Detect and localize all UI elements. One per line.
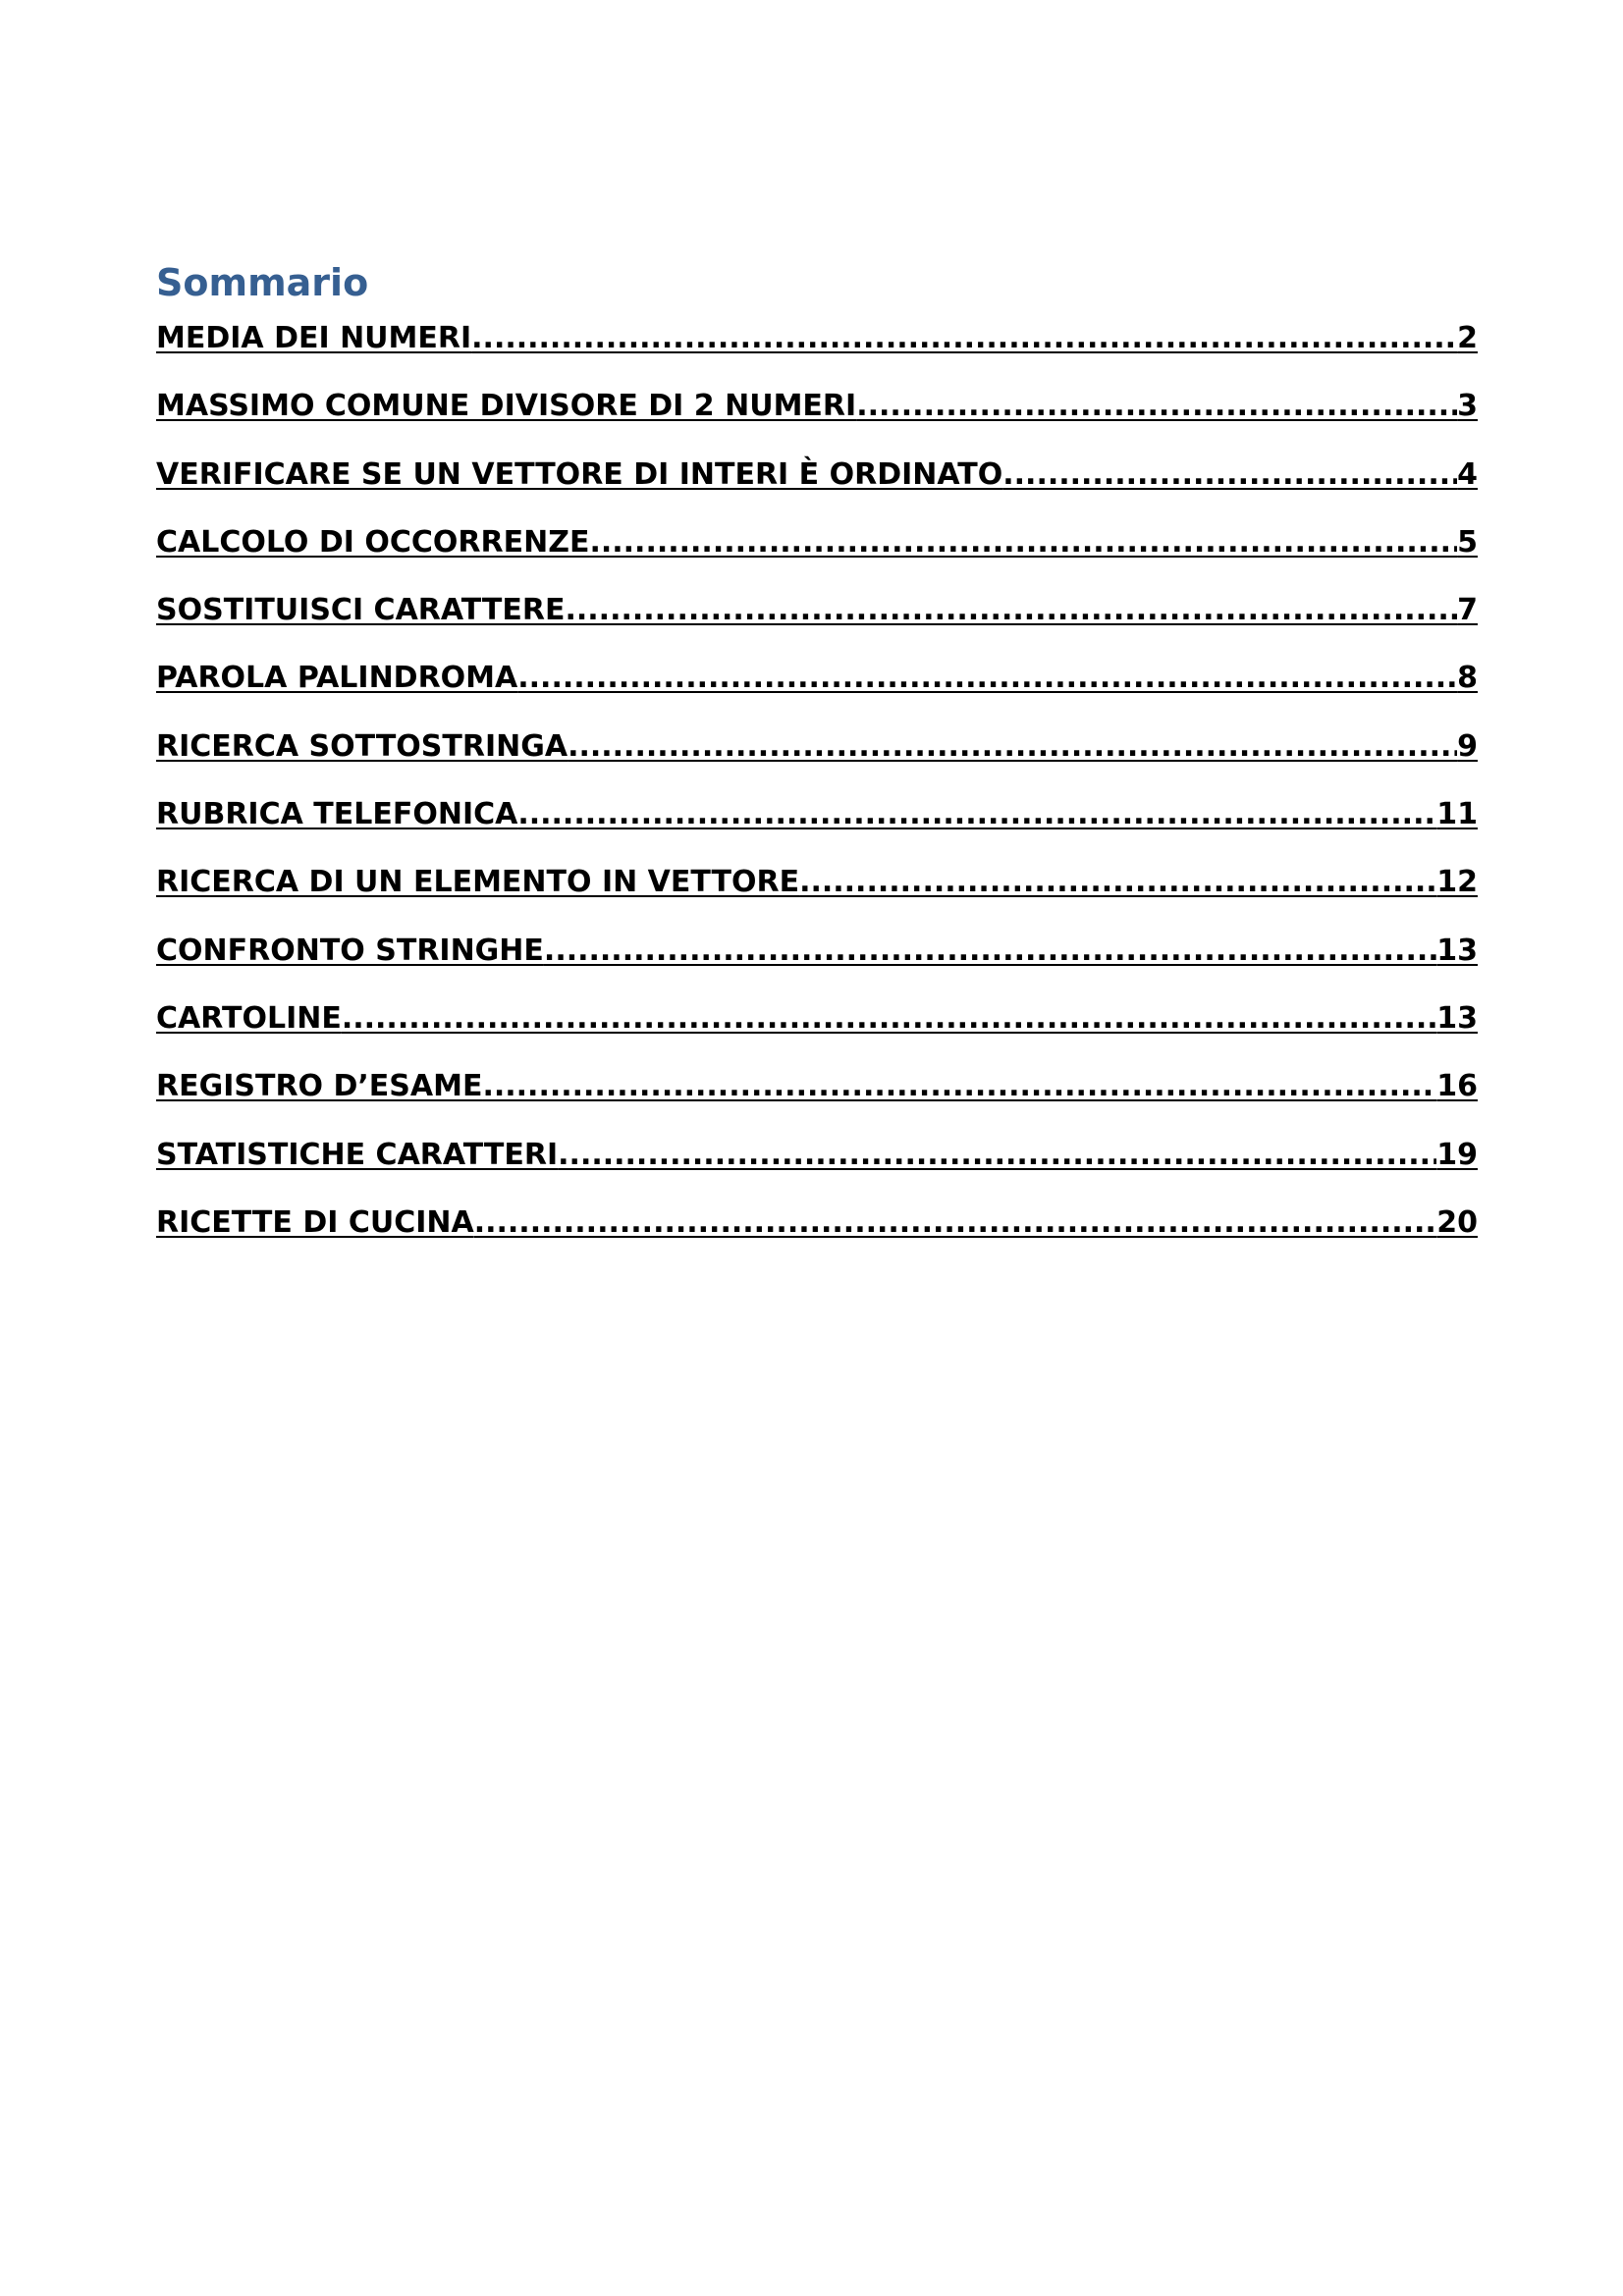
table-of-contents xyxy=(156,253,1478,1273)
toc-entry-page: 5 xyxy=(1457,524,1478,560)
toc-entry-label: VERIFICARE SE UN VETTORE DI INTERI È ORDINATO xyxy=(156,456,1003,492)
toc-entry[interactable] xyxy=(156,593,1478,661)
toc-entry-page: 7 xyxy=(1457,593,1478,628)
toc-dot-leader xyxy=(799,865,1436,899)
toc-entry-page: 4 xyxy=(1457,456,1478,492)
toc-entry-page: 12 xyxy=(1436,865,1478,900)
toc-entry[interactable] xyxy=(156,457,1478,525)
toc-entry-page: 8 xyxy=(1457,661,1478,696)
toc-dot-leader xyxy=(544,934,1436,968)
toc-dot-leader xyxy=(856,389,1457,423)
toc-entry[interactable] xyxy=(156,321,1478,389)
toc-entry[interactable] xyxy=(156,865,1478,933)
toc-entry[interactable] xyxy=(156,1138,1478,1205)
toc-entry[interactable] xyxy=(156,797,1478,865)
toc-entry-page: 11 xyxy=(1436,797,1478,832)
toc-entry[interactable] xyxy=(156,1069,1478,1137)
toc-entry-page: 19 xyxy=(1436,1137,1478,1172)
toc-title: Sommario xyxy=(156,261,369,304)
toc-entry-label: RICERCA SOTTOSTRINGA xyxy=(156,728,568,764)
toc-entry-label: MASSIMO COMUNE DIVISORE DI 2 NUMERI xyxy=(156,389,857,424)
toc-entry-page: 16 xyxy=(1436,1069,1478,1104)
toc-entry-page: 2 xyxy=(1457,321,1478,355)
toc-dot-leader xyxy=(565,593,1457,627)
toc-dot-leader xyxy=(517,661,1457,695)
toc-entry-page: 13 xyxy=(1436,933,1478,968)
toc-entry-label: RICERCA DI UN ELEMENTO IN VETTORE xyxy=(156,865,800,900)
toc-entry-label: MEDIA DEI NUMERI xyxy=(156,321,472,355)
toc-entry-label: CALCOLO DI OCCORRENZE xyxy=(156,524,590,560)
toc-entry-label: RICETTE DI CUCINA xyxy=(156,1204,474,1240)
toc-entry-label: CONFRONTO STRINGHE xyxy=(156,933,544,968)
toc-entry-page: 9 xyxy=(1457,728,1478,764)
toc-dot-leader xyxy=(471,321,1457,355)
toc-entry-label: CARTOLINE xyxy=(156,1000,342,1036)
toc-list xyxy=(156,321,1478,1273)
toc-entry-label: SOSTITUISCI CARATTERE xyxy=(156,593,566,628)
toc-entry[interactable] xyxy=(156,525,1478,593)
toc-dot-leader xyxy=(558,1138,1436,1172)
toc-entry-label: REGISTRO D’ESAME xyxy=(156,1069,483,1104)
toc-entry[interactable] xyxy=(156,1001,1478,1069)
toc-entry[interactable] xyxy=(156,389,1478,456)
toc-dot-leader xyxy=(1002,457,1457,492)
toc-entry-label: RUBRICA TELEFONICA xyxy=(156,797,518,832)
toc-entry[interactable] xyxy=(156,1205,1478,1273)
toc-entry-page: 3 xyxy=(1457,389,1478,424)
toc-entry[interactable] xyxy=(156,934,1478,1001)
toc-entry[interactable] xyxy=(156,661,1478,728)
toc-dot-leader xyxy=(342,1001,1436,1036)
toc-dot-leader xyxy=(517,797,1436,831)
toc-entry-label: PAROLA PALINDROMA xyxy=(156,661,518,696)
toc-entry[interactable] xyxy=(156,729,1478,797)
toc-dot-leader xyxy=(589,525,1457,560)
toc-dot-leader xyxy=(482,1069,1436,1103)
toc-entry-page: 13 xyxy=(1436,1000,1478,1036)
toc-entry-page: 20 xyxy=(1436,1204,1478,1240)
toc-entry-label: STATISTICHE CARATTERI xyxy=(156,1137,559,1172)
toc-dot-leader xyxy=(474,1205,1437,1240)
toc-dot-leader xyxy=(568,729,1457,764)
